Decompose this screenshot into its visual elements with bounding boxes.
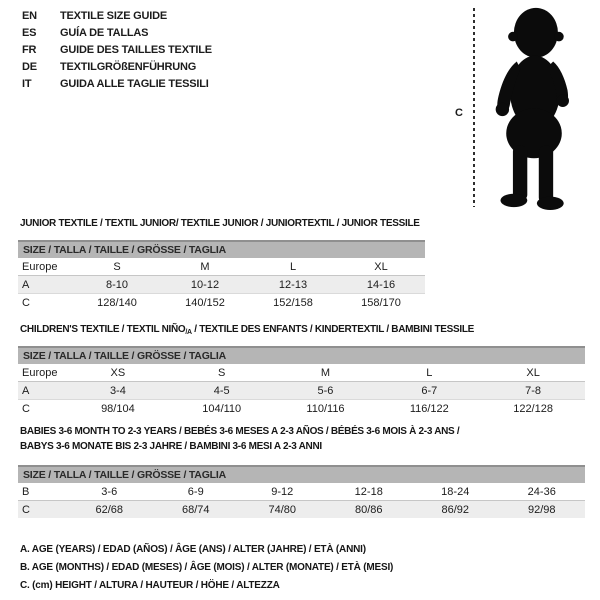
babies-size-table	[18, 465, 585, 518]
guide-title-de: TEXTILGRÖßENFÜHRUNG	[60, 61, 197, 73]
language-code: DE	[22, 61, 37, 73]
size-cell: 116/122	[377, 400, 481, 418]
babies-section-title	[20, 424, 459, 454]
size-header-bar	[18, 466, 585, 483]
column-header: M	[320, 366, 331, 379]
size-cell: 128/140	[73, 294, 161, 312]
junior-section-title: JUNIOR TEXTILE / TEXTIL JUNIOR/ TEXTILE JUNIOR / JUNIORTEXTIL / JUNIOR TESSILE	[20, 218, 420, 229]
table-row-height	[18, 294, 425, 312]
size-cell: 98/104	[66, 400, 170, 418]
language-row-fr	[22, 42, 212, 59]
footnote-a: A. AGE (YEARS) / EDAD (AÑOS) / ÂGE (ANS) / ALTER (JAHRE) / ETÀ (ANNI)	[20, 544, 366, 555]
junior-size-table	[18, 240, 425, 311]
row-label: Europe	[22, 260, 58, 273]
footnote-c: C. (cm) HEIGHT / ALTURA / HAUTEUR / HÖHE / ALTEZZA	[20, 580, 280, 591]
size-header-bar	[18, 347, 585, 364]
children-title-main: CHILDREN'S TEXTILE / TEXTIL NIÑO	[20, 324, 186, 335]
row-label: B	[22, 485, 30, 498]
size-cell: 12-18	[354, 485, 383, 498]
row-label: C	[18, 501, 66, 519]
size-cell: 18-24	[441, 485, 470, 498]
size-cell: 62/68	[66, 501, 153, 519]
size-cell: 92/98	[499, 501, 586, 519]
size-cell: 158/170	[337, 294, 425, 312]
guide-title-fr: GUIDE DES TAILLES TEXTILE	[60, 44, 212, 56]
size-cell: 80/86	[326, 501, 413, 519]
size-cell: 74/80	[239, 501, 326, 519]
table-row-age	[18, 382, 585, 400]
size-cell: 140/152	[161, 294, 249, 312]
guide-title-es: GUÍA DE TALLAS	[60, 27, 149, 39]
size-cell: 110/116	[274, 400, 378, 418]
table-row-height	[18, 400, 585, 418]
language-row-en	[22, 8, 212, 25]
children-section-title	[20, 322, 474, 340]
size-cell: 6-9	[187, 485, 204, 498]
size-cell: 3-6	[101, 485, 118, 498]
size-cell: 86/92	[412, 501, 499, 519]
column-header: M	[200, 260, 210, 273]
legend-footnotes	[20, 541, 393, 595]
size-header-label: SIZE / TALLA / TAILLE / GRÖSSE / TAGLIA	[18, 241, 425, 258]
language-row-it	[22, 76, 212, 93]
children-title-subscript: /A	[185, 329, 192, 336]
column-header: S	[218, 366, 226, 379]
size-cell: 4-5	[170, 382, 274, 400]
baby-silhouette-icon	[486, 4, 582, 210]
row-label: A	[18, 276, 73, 294]
size-header-label: SIZE / TALLA / TAILLE / GRÖSSE / TAGLIA	[18, 347, 585, 364]
column-header: L	[426, 366, 433, 379]
language-code: FR	[22, 44, 37, 56]
size-cell: 12-13	[249, 276, 337, 294]
size-cell: 7-8	[481, 382, 585, 400]
footnote-b: B. AGE (MONTHS) / EDAD (MESES) / ÂGE (MOIS) / ALTER (MONATE) / ETÀ (MESI)	[20, 562, 394, 573]
size-cell: 8-10	[73, 276, 161, 294]
height-measure-label: C	[455, 107, 463, 119]
language-row-es	[22, 25, 212, 42]
size-cell: 6-7	[377, 382, 481, 400]
size-cell: 122/128	[481, 400, 585, 418]
table-row-age-months	[18, 483, 585, 501]
row-label: C	[18, 400, 66, 418]
table-row-europe	[18, 364, 585, 382]
babies-title-line1: BABIES 3-6 MONTH TO 2-3 YEARS / BEBÉS 3-6 MESES A 2-3 AÑOS / BÉBÉS 3-6 MOIS À 2-3 ANS /	[20, 426, 460, 437]
language-title-list	[22, 8, 212, 93]
guide-title-it: GUIDA ALLE TAGLIE TESSILI	[60, 78, 209, 90]
language-code: ES	[22, 27, 37, 39]
language-row-de	[22, 59, 212, 76]
guide-title-en: TEXTILE SIZE GUIDE	[60, 10, 168, 22]
size-cell: 68/74	[153, 501, 240, 519]
column-header: S	[113, 260, 121, 273]
row-label: A	[18, 382, 66, 400]
children-title-rest: / TEXTILE DES ENFANTS / KINDERTEXTIL / BAMBINI TESSILE	[191, 324, 475, 335]
column-header: XS	[110, 366, 126, 379]
table-row-europe	[18, 258, 425, 276]
size-cell: 10-12	[161, 276, 249, 294]
language-code: IT	[22, 78, 32, 90]
height-measure-dashed-line	[473, 8, 475, 207]
size-cell: 152/158	[249, 294, 337, 312]
size-cell: 3-4	[66, 382, 170, 400]
column-header: XL	[526, 366, 540, 379]
table-row-age	[18, 276, 425, 294]
babies-title-line2: BABYS 3-6 MONATE BIS 2-3 JAHRE / BAMBINI 3-6 MESI A 2-3 ANNI	[20, 441, 322, 452]
size-header-bar	[18, 241, 425, 258]
children-size-table	[18, 346, 585, 417]
size-cell: 5-6	[274, 382, 378, 400]
size-cell: 24-36	[527, 485, 556, 498]
column-header: L	[289, 260, 297, 273]
size-cell: 104/110	[170, 400, 274, 418]
language-code: EN	[22, 10, 37, 22]
row-label: C	[18, 294, 73, 312]
row-label: Europe	[22, 366, 58, 379]
size-cell: 14-16	[337, 276, 425, 294]
size-header-label: SIZE / TALLA / TAILLE / GRÖSSE / TAGLIA	[18, 466, 585, 483]
table-row-height	[18, 501, 585, 519]
column-header: XL	[374, 260, 388, 273]
size-cell: 9-12	[271, 485, 294, 498]
